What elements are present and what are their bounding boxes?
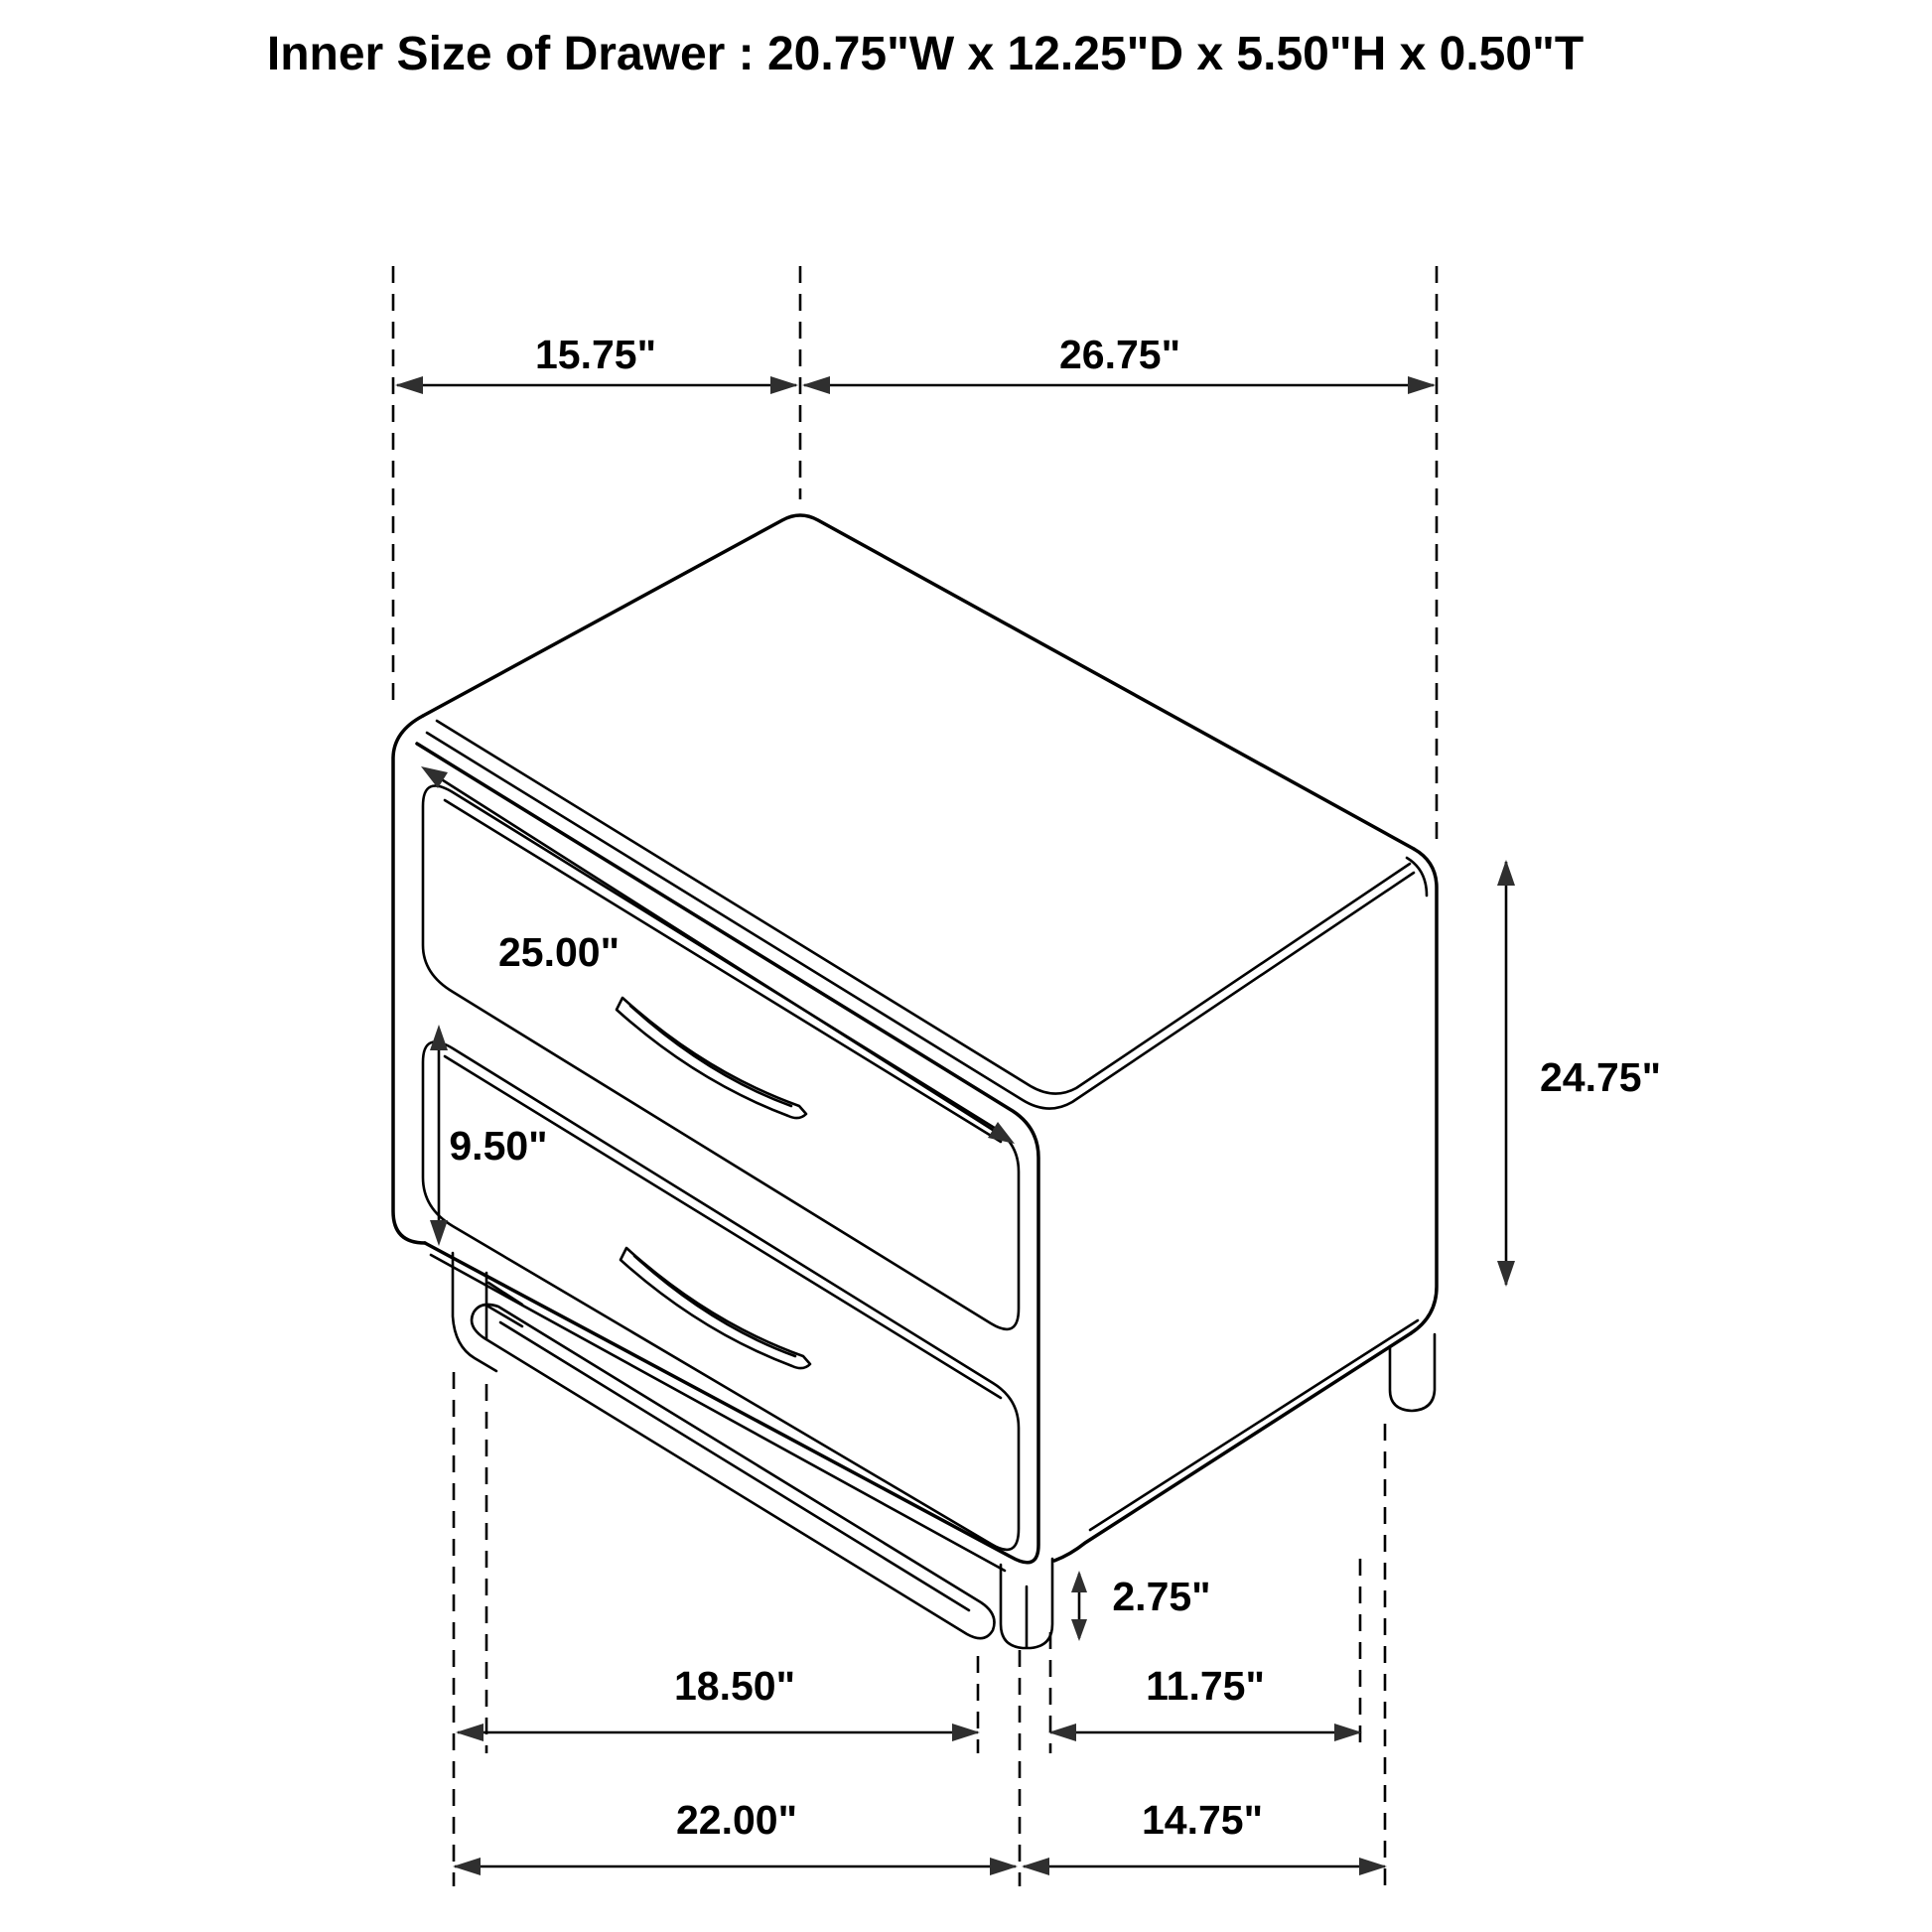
drawer-2 xyxy=(423,1042,1019,1550)
arrowhead xyxy=(1071,1571,1087,1592)
arrowhead xyxy=(1048,1724,1076,1741)
arrowhead xyxy=(430,1220,448,1246)
dimension-front-width xyxy=(453,1797,1018,1875)
front-left-edge xyxy=(393,716,425,1243)
base-stretcher-rail-inner-line xyxy=(500,1322,969,1610)
top-depth-label: 15.75" xyxy=(534,332,657,377)
side-right-edge xyxy=(1411,849,1437,1333)
drawer-2-front-panel xyxy=(423,1042,1019,1550)
arrowhead xyxy=(952,1724,980,1741)
dimension-top-width xyxy=(802,332,1436,394)
front-width-label: 22.00" xyxy=(675,1797,798,1843)
front-leg-span-label: 18.50" xyxy=(673,1663,796,1709)
dimension-top-depth xyxy=(395,332,798,394)
dimension-side-leg-span xyxy=(1048,1663,1362,1741)
side-bottom-edge-thickness xyxy=(1090,1320,1418,1530)
dimension-drawer-width xyxy=(421,766,1015,1144)
dimension-base-clearance xyxy=(1071,1571,1211,1641)
arrowhead xyxy=(1497,1261,1515,1287)
dimension-side-depth xyxy=(1022,1797,1387,1875)
drawer-height-label: 9.50" xyxy=(449,1123,548,1169)
drawer-2-top-thickness xyxy=(445,1056,1001,1398)
arrowhead xyxy=(802,376,830,394)
arrowhead xyxy=(456,1724,483,1741)
side-depth-label: 14.75" xyxy=(1141,1797,1264,1843)
arrowhead xyxy=(1408,376,1436,394)
drawer-width-label: 25.00" xyxy=(497,929,621,975)
base-stretcher-rail xyxy=(472,1305,994,1638)
arrowhead xyxy=(1334,1724,1362,1741)
top-width-label: 26.75" xyxy=(1058,332,1181,377)
drawer-1-handle-inner-line xyxy=(630,1006,791,1106)
arrowhead xyxy=(1071,1619,1087,1641)
top-face-back-edges xyxy=(423,515,1414,849)
drawer-2-handle-inner-line xyxy=(634,1256,795,1356)
rear-right-leg xyxy=(1390,1334,1435,1411)
dimension-overall-height xyxy=(1497,860,1661,1287)
side-leg-span-label: 11.75" xyxy=(1146,1663,1265,1709)
arrowhead xyxy=(1359,1858,1387,1875)
arrowhead xyxy=(395,376,423,394)
overall-height-label: 24.75" xyxy=(1539,1054,1662,1100)
dimension-front-leg-span xyxy=(456,1663,980,1741)
arrowhead xyxy=(1022,1858,1049,1875)
arrowhead xyxy=(990,1858,1018,1875)
side-bottom-edge xyxy=(1054,1333,1411,1561)
arrowhead xyxy=(453,1858,481,1875)
diagram-title: Inner Size of Drawer : 20.75"W x 12.25"D x 5.50"H x 0.50"T xyxy=(266,28,1585,80)
extension-lines xyxy=(393,266,1437,1886)
arrowhead xyxy=(430,1025,448,1050)
base-clearance-label: 2.75" xyxy=(1112,1574,1211,1619)
arrowhead xyxy=(770,376,798,394)
arrowhead xyxy=(1497,860,1515,886)
